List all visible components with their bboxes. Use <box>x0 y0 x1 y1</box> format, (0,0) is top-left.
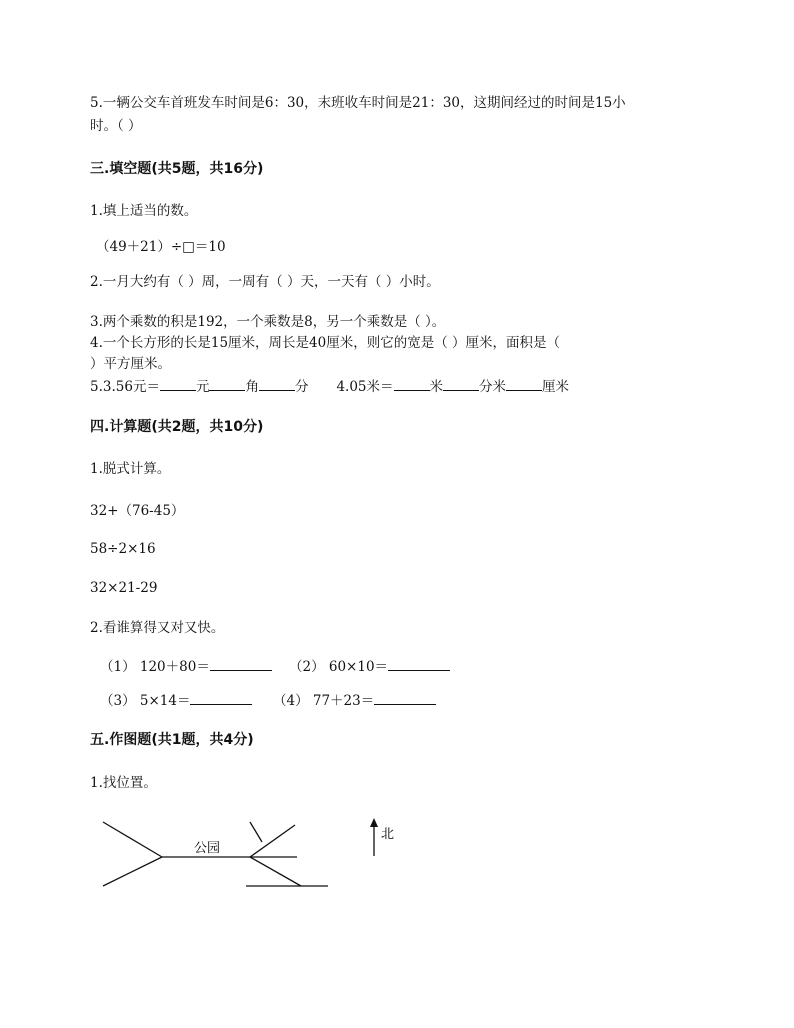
quick-calc-4-text: （4） 77＋23＝ <box>273 693 375 709</box>
fill-question-2: 2.一月大约有（ ）周，一周有（ ）天，一天有（ ）小时。 <box>90 274 440 290</box>
road-line <box>103 822 162 857</box>
calc-expression-3: 32×21-29 <box>90 580 158 596</box>
section-3-title: 三.填空题(共5题，共16分) <box>90 161 264 177</box>
fill-question-1: 1.填上适当的数。 <box>90 203 198 219</box>
quick-calc-1-text: （1） 120＋80＝ <box>100 659 210 675</box>
fill-question-3: 3.两个乘数的积是192，一个乘数是8，另一个乘数是（ ）。 <box>90 314 446 330</box>
north-arrow-icon <box>370 818 378 827</box>
fill-question-1-expression: （49＋21）÷□＝10 <box>96 239 226 255</box>
calc-question-1: 1.脱式计算。 <box>90 461 171 477</box>
park-label: 公园 <box>194 841 221 856</box>
unit-fenmi: 分米 <box>479 379 507 395</box>
road-line <box>250 822 262 842</box>
unit-mi: 米 <box>429 379 444 395</box>
road-line <box>250 857 301 886</box>
road-line <box>250 825 295 857</box>
judge-question-5-line2: 时。（ ） <box>90 118 142 134</box>
unit-yuan: 元 <box>195 379 210 395</box>
unit-limi: 厘米 <box>542 379 570 395</box>
fill-question-4-line2: ）平方厘米。 <box>90 356 171 372</box>
calc-expression-1: 32+（76-45） <box>90 503 185 519</box>
calc-question-2: 2.看谁算得又对又快。 <box>90 620 225 636</box>
section-5-title: 五.作图题(共1题，共4分) <box>90 732 254 748</box>
fill-question-4-line1: 4.一个长方形的长是15厘米，周长是40厘米，则它的宽是（ ）厘米，面积是（ <box>90 335 561 351</box>
unit-fen: 分 <box>294 379 309 395</box>
quick-calc-3-text: （3） 5×14＝ <box>100 693 191 709</box>
draw-question-1: 1.找位置。 <box>90 775 157 791</box>
q5-length-prefix: 4.05米＝ <box>336 379 394 395</box>
judge-question-5-line1: 5.一辆公交车首班发车时间是6：30，末班收车时间是21：30，这期间经过的时间是15小 <box>90 95 626 111</box>
north-label: 北 <box>381 827 395 842</box>
road-line <box>103 857 162 886</box>
quick-calc-2-text: （2） 60×10＝ <box>289 659 389 675</box>
calc-expression-2: 58÷2×16 <box>90 541 156 557</box>
unit-jiao: 角 <box>245 379 259 395</box>
q5-money-prefix: 5.3.56元＝ <box>90 379 160 395</box>
section-4-title: 四.计算题(共2题，共10分) <box>90 419 264 435</box>
